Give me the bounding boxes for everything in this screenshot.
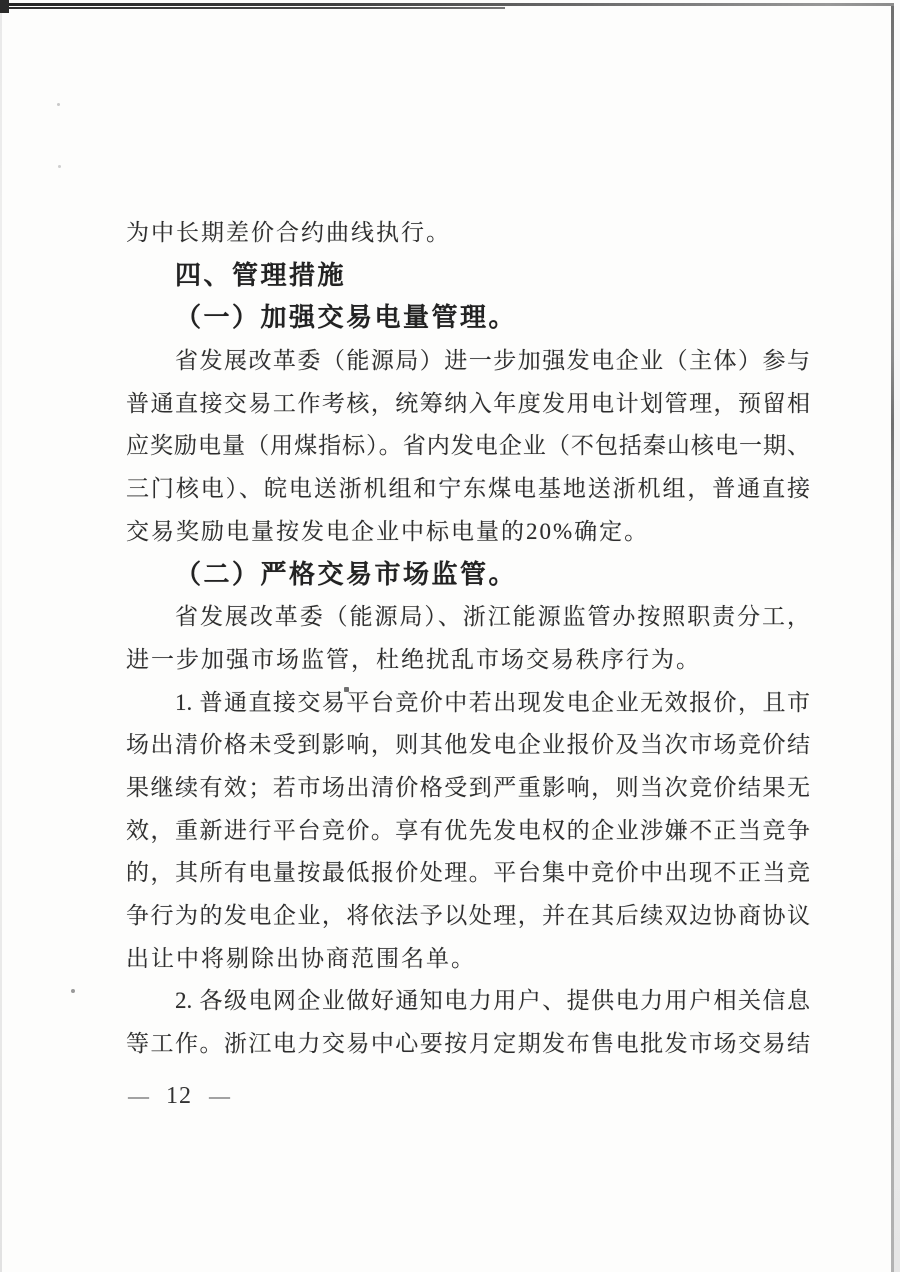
doc-line: 为中长期差价合约曲线执行。 [126,220,451,245]
doc-line: 等工作。浙江电力交易中心要按月定期发布售电批发市场交易结 [126,1031,810,1057]
doc-line: 普通直接交易工作考核，统筹纳入年度发用电计划管理，预留相 [126,390,810,416]
scan-speck [57,103,60,106]
scan-edge-top-line-secondary [0,7,505,9]
doc-line: 省发展改革委（能源局）进一步加强发电企业（主体）参与 [175,348,810,374]
doc-line: 交易奖励电量按发电企业中标电量的20%确定。 [126,518,650,544]
subsection-heading: （二）严格交易市场监管。 [175,559,518,589]
doc-line: 进一步加强市场监管，杜绝扰乱市场交易秩序行为。 [126,646,701,672]
page-number: 12 [166,1082,192,1109]
scan-speck [71,989,75,993]
doc-line: 争行为的发电企业，将依法予以处理，并在其后续双边协商协议 [126,903,810,928]
doc-line: 的，其所有电量按最低报价处理。平台集中竞价中出现不正当竞 [126,860,810,886]
scan-corner-mark [0,0,9,13]
footer-dash-right: — [209,1083,230,1108]
page-footer [128,1078,230,1114]
footer-dash-left: — [128,1083,149,1108]
document-text-block [126,212,810,1066]
doc-line: 出让中将剔除出协商范围名单。 [126,945,476,971]
doc-line: 三门核电）、皖电送浙机组和宁东煤电基地送浙机组，普通直接 [126,476,810,502]
doc-line: 省发展改革委（能源局）、浙江能源监管办按照职责分工， [175,604,810,630]
numbered-item-line: 1. 普通直接交易平台竞价中若出现发电企业无效报价，且市 [175,689,810,715]
scan-speck [58,165,61,168]
scan-edge-left-shade [0,13,2,1272]
section-heading: 四、管理措施 [175,260,347,290]
doc-line: 效，重新进行平台竞价。享有优先发电权的企业涉嫌不正当竞争 [126,817,810,843]
doc-line: 果继续有效；若市场出清价格受到严重影响，则当次竞价结果无 [126,774,810,800]
doc-line: 场出清价格未受到影响，则其他发电企业报价及当次市场竞价结 [126,732,810,758]
doc-line: 应奖励电量（用煤指标）。省内发电企业（不包括秦山核电一期、 [126,433,810,459]
subsection-heading: （一）加强交易电量管理。 [175,303,518,333]
scan-edge-top-line [0,3,900,6]
scan-edge-right-shade [894,0,900,1272]
numbered-item-line: 2. 各级电网企业做好通知电力用户、提供电力用户相关信息 [175,988,810,1014]
